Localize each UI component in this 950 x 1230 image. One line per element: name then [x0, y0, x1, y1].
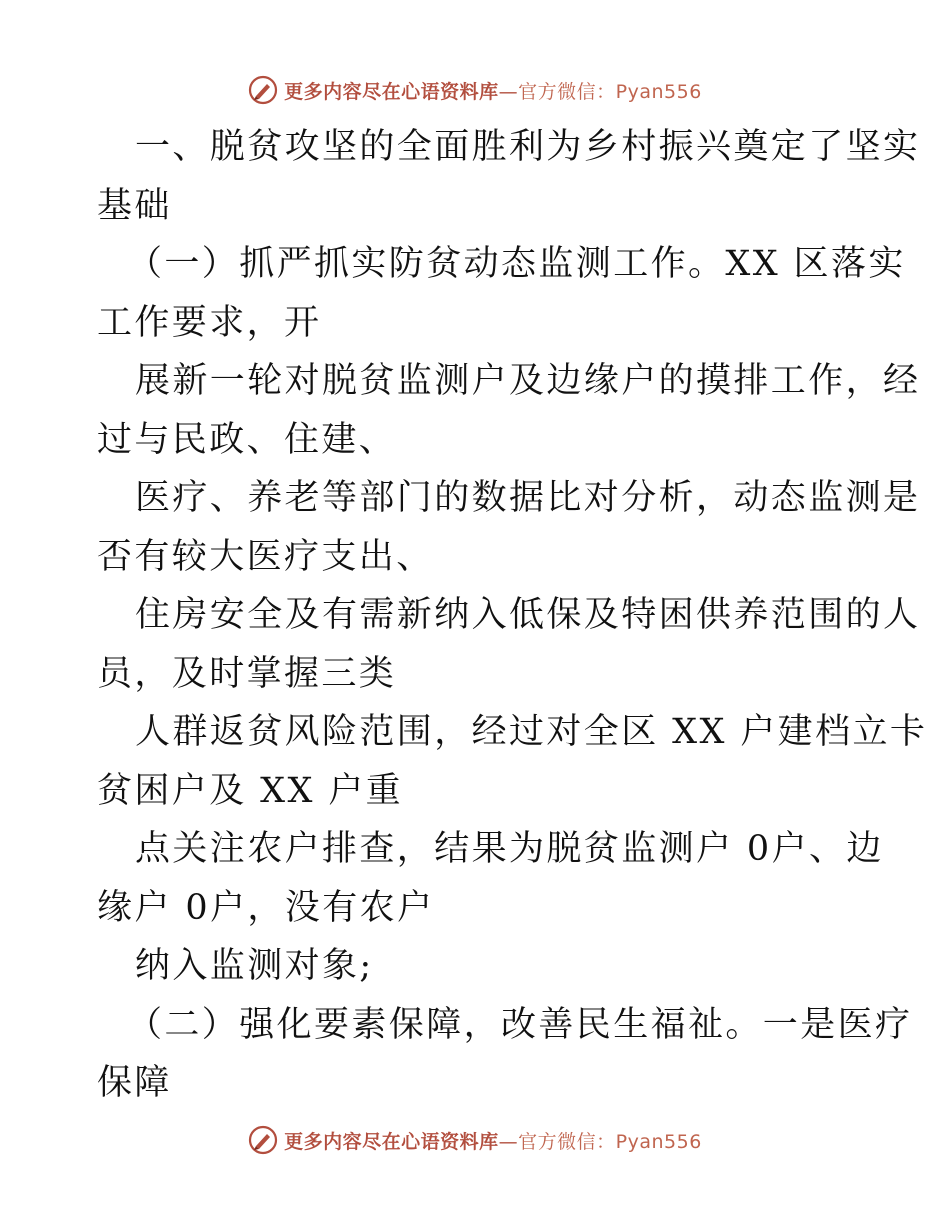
paragraph-line: 贫困户及 XX 户重: [97, 770, 404, 811]
paragraph-line: 否有较大医疗支出、: [97, 536, 434, 577]
paragraph-line: 工作要求，开: [97, 302, 322, 343]
paragraph-line: 点关注农户排查，结果为脱贫监测户 0户、边: [135, 829, 884, 869]
paragraph-line: 员，及时掌握三类: [97, 653, 397, 694]
watermark-name: 更多内容尽在心语资料库: [284, 1130, 499, 1153]
paragraph-line: 医疗、养老等部门的数据比对分析，动态监测是: [135, 478, 921, 518]
paragraph-line: 展新一轮对脱贫监测户及边缘户的摸排工作，经: [135, 361, 921, 401]
watermark-text: [284, 77, 702, 104]
section-heading-2-cont: 保障: [97, 1063, 172, 1103]
watermark-account: 官方微信：Pyan556: [518, 80, 702, 103]
paragraph-line: （一）抓严抓实防贫动态监测工作。XX 区落实: [127, 244, 906, 284]
watermark-text: [284, 1127, 702, 1154]
paragraph-line: 纳入监测对象;: [135, 946, 374, 986]
watermark-separator: —: [498, 80, 519, 103]
header-watermark-banner: [0, 70, 950, 110]
paragraph-line: 人群返贫风险范围，经过对全区 XX 户建档立卡: [135, 712, 928, 752]
pen-logo-icon: [248, 75, 278, 105]
pen-logo-icon: [248, 1125, 278, 1155]
watermark-separator: —: [498, 1130, 519, 1153]
paragraph-line: 缘户 0户，没有农户: [97, 887, 435, 928]
watermark-name: 更多内容尽在心语资料库: [284, 80, 499, 103]
paragraph-line: 住房安全及有需新纳入低保及特困供养范围的人: [135, 595, 921, 635]
section-heading-1-cont: 基础: [97, 185, 172, 226]
document-body: [97, 118, 928, 1113]
watermark-account: 官方微信：Pyan556: [518, 1130, 702, 1153]
section-heading-2: （二）强化要素保障，改善民生福祉。一是医疗: [127, 1004, 913, 1045]
paragraph-line: 过与民政、住建、: [97, 419, 397, 460]
section-heading-1: 一、脱贫攻坚的全面胜利为乡村振兴奠定了坚实: [135, 127, 921, 167]
footer-watermark-banner: [0, 1120, 950, 1160]
